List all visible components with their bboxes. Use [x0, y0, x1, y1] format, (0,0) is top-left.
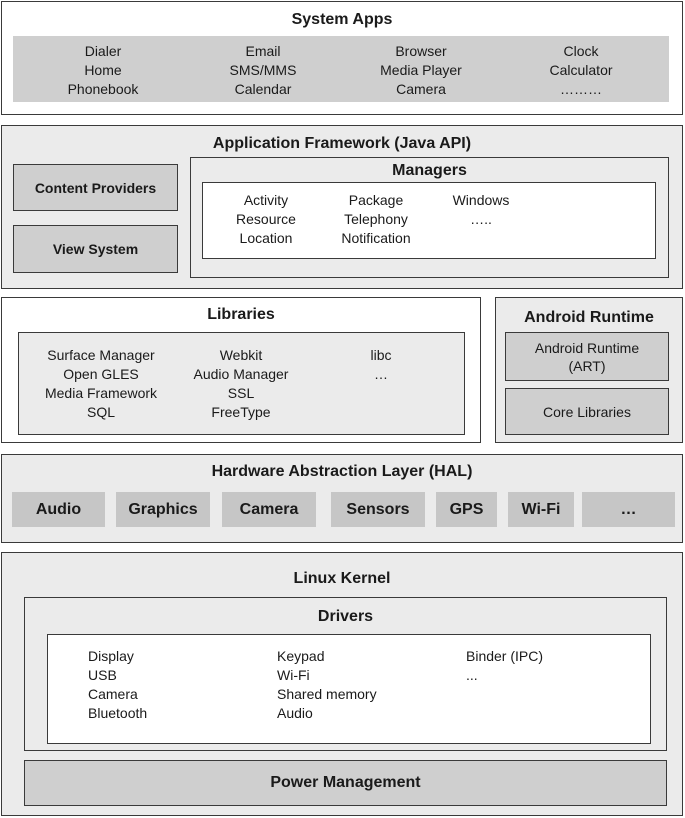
- libraries-col-2: [181, 346, 301, 422]
- library-item: Surface Manager: [47, 347, 155, 363]
- art-block: [505, 332, 669, 381]
- app-item: Email: [245, 43, 281, 59]
- app-framework-layer: [1, 125, 683, 289]
- system-apps-title: System Apps: [291, 11, 393, 28]
- manager-item: Telephony: [344, 211, 408, 227]
- system-apps-col-3: [361, 42, 481, 99]
- library-item: …: [374, 366, 388, 382]
- power-management-block: Power Management: [24, 760, 667, 806]
- manager-item: Activity: [243, 192, 289, 208]
- manager-item: …..: [470, 211, 492, 227]
- hal-item-camera: Camera: [222, 492, 316, 527]
- managers-title: Managers: [392, 162, 467, 179]
- library-item: SSL: [227, 385, 255, 401]
- app-framework-title: Application Framework (Java API): [212, 135, 472, 152]
- driver-item: Keypad: [277, 648, 325, 664]
- hal-item-audio: Audio: [12, 492, 105, 527]
- driver-item: Bluetooth: [88, 705, 148, 721]
- system-apps-col-2: [203, 42, 323, 99]
- library-item: libc: [370, 347, 392, 363]
- driver-item: Binder (IPC): [466, 648, 544, 664]
- art-label-line2: (ART): [568, 357, 606, 374]
- driver-item: Camera: [88, 686, 138, 702]
- app-item: Home: [84, 62, 122, 78]
- manager-item: Windows: [452, 192, 510, 208]
- manager-item: Notification: [341, 230, 411, 246]
- driver-item: ...: [466, 667, 478, 683]
- app-item: Calendar: [234, 81, 292, 97]
- managers-col-1: [221, 191, 311, 248]
- manager-item: Resource: [236, 211, 296, 227]
- library-item: SQL: [86, 404, 115, 420]
- hal-item-more: …: [582, 492, 675, 527]
- hal-item-sensors: Sensors: [331, 492, 425, 527]
- managers-col-3: [436, 191, 526, 229]
- app-item: Dialer: [84, 43, 122, 59]
- android-runtime-title: Android Runtime: [524, 309, 654, 326]
- driver-item: Wi-Fi: [277, 667, 310, 683]
- view-system-block: View System: [13, 225, 178, 273]
- library-item: Audio Manager: [193, 366, 289, 382]
- drivers-col-3: [466, 647, 543, 685]
- core-libraries-block: Core Libraries: [505, 388, 669, 435]
- hal-layer: [1, 454, 683, 543]
- driver-item: USB: [88, 667, 117, 683]
- system-apps-col-1: [43, 42, 163, 99]
- app-item: Camera: [396, 81, 446, 97]
- hal-item-gps: GPS: [436, 492, 497, 527]
- driver-item: Audio: [277, 705, 313, 721]
- drivers-block: [24, 597, 667, 751]
- library-item: FreeType: [211, 404, 271, 420]
- system-apps-col-4: [521, 42, 641, 99]
- manager-item: Package: [348, 192, 404, 208]
- drivers-col-2: [277, 647, 377, 723]
- drivers-col-1: [88, 647, 147, 723]
- hal-item-graphics: Graphics: [116, 492, 210, 527]
- drivers-title: Drivers: [317, 608, 374, 625]
- app-item: Media Player: [380, 62, 462, 78]
- linux-kernel-layer: [1, 552, 683, 816]
- app-item: Calculator: [549, 62, 613, 78]
- content-providers-block: Content Providers: [13, 164, 178, 211]
- hal-item-wifi: Wi-Fi: [508, 492, 574, 527]
- library-item: Open GLES: [63, 366, 139, 382]
- driver-item: Shared memory: [277, 686, 377, 702]
- manager-item: Location: [239, 230, 293, 246]
- art-label-line1: Android Runtime: [534, 339, 640, 356]
- system-apps-list: [13, 36, 669, 102]
- libraries-layer: [1, 297, 481, 443]
- managers-col-2: [326, 191, 426, 248]
- libraries-list: [18, 332, 465, 435]
- drivers-list: [47, 634, 651, 744]
- linux-kernel-title: Linux Kernel: [293, 570, 391, 587]
- libraries-col-3: [346, 346, 416, 384]
- library-item: Webkit: [219, 347, 263, 363]
- libraries-title: Libraries: [207, 306, 275, 323]
- android-runtime-layer: [495, 297, 683, 443]
- app-item: Browser: [395, 43, 447, 59]
- managers-block: [190, 157, 669, 278]
- managers-list: [202, 182, 656, 259]
- app-item: Phonebook: [67, 81, 139, 97]
- app-item: SMS/MMS: [229, 62, 297, 78]
- library-item: Media Framework: [44, 385, 158, 401]
- app-item: ………: [560, 81, 602, 97]
- system-apps-layer: [1, 1, 683, 115]
- app-item: Clock: [563, 43, 599, 59]
- driver-item: Display: [88, 648, 134, 664]
- libraries-col-1: [31, 346, 171, 422]
- hal-title: Hardware Abstraction Layer (HAL): [211, 463, 473, 480]
